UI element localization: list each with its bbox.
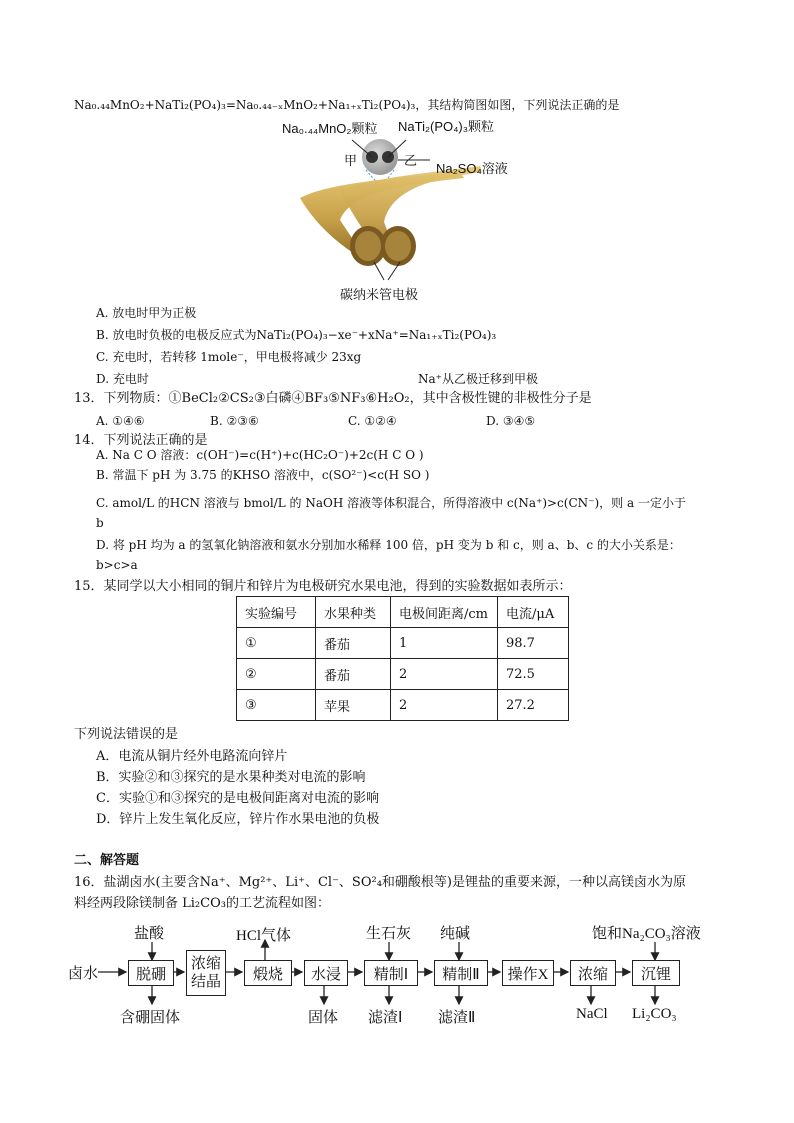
q14-option-d-line2: b>c>a: [96, 558, 138, 572]
table-cell: 27.2: [498, 690, 569, 721]
q15-option-a: A．电流从铜片经外电路流向锌片: [96, 749, 288, 764]
q13-option-a: A. ①④⑥: [96, 414, 145, 428]
q14-option-b: B. 常温下 pH 为 3.75 的KHSO 溶液中，c(SO²⁻)<c(H SO ): [96, 468, 430, 482]
jia-particle-label: Na₀.₄₄MnO₂颗粒: [282, 121, 378, 136]
flow-bottom-residue-2: 滤渣Ⅱ: [438, 1010, 476, 1026]
flow-box-deboron: 脱硼: [128, 960, 174, 986]
flow-bottom-residue-1: 滤渣Ⅰ: [368, 1010, 403, 1026]
q15-data-table: [236, 596, 569, 721]
solution-label: Na₂SO₄溶液: [436, 161, 508, 176]
q13-option-b: B. ②③⑥: [210, 414, 259, 428]
section-title: 二、解答题: [74, 853, 140, 868]
table-row: [237, 628, 569, 659]
table-header-row: [237, 597, 569, 628]
process-flow-diagram: [68, 920, 728, 1030]
flow-bottom-solid: 固体: [308, 1010, 339, 1026]
q12-option-d: D. 充电时: [96, 372, 149, 386]
flow-box-refine-1: 精制Ⅰ: [364, 960, 418, 986]
flow-top-na2co3-solution: 饱和Na₂CO₃溶液: [592, 926, 701, 942]
flow-box-concentrate-crystallize: 浓缩结晶: [186, 950, 226, 996]
table-header-cell: 水果种类: [316, 597, 391, 628]
flow-box-concentrate: 浓缩: [570, 960, 616, 986]
flow-top-hcl-gas: HCl气体: [236, 928, 292, 944]
table-cell: 番茄: [316, 628, 391, 659]
q12-option-a: A. 放电时甲为正极: [96, 306, 197, 320]
q16-stem-line1: 16．盐湖卤水(主要含Na⁺、Mg²⁺、Li⁺、Cl⁻、SO²₄和硼酸根等)是锂盐的重要来源，一种以高镁卤水为原: [74, 875, 686, 890]
flow-bottom-li2co3: Li₂CO₃: [632, 1006, 677, 1022]
q14-stem: 14．下列说法正确的是: [74, 433, 208, 448]
battery-figure: [280, 112, 550, 312]
jia-label: 甲: [344, 153, 358, 168]
yi-particle-label: NaTi₂(PO₄)₃颗粒: [398, 119, 495, 134]
q14-option-d-line1: D. 将 pH 均为 a 的氢氧化钠溶液和氨水分别加水稀释 100 倍，pH 变为 b 和 c，则 a、b、c 的大小关系是：: [96, 538, 681, 552]
flow-bottom-boron-solid: 含硼固体: [120, 1010, 181, 1026]
q15-followup: 下列说法错误的是: [74, 727, 179, 742]
flow-box-water-leach: 水浸: [304, 960, 348, 986]
table-cell: ②: [237, 659, 316, 690]
flow-box-refine-2: 精制Ⅱ: [434, 960, 488, 986]
q12-option-c: C. 充电时，若转移 1mole⁻，甲电极将减少 23xg: [96, 350, 362, 364]
flow-box-operation-x: 操作X: [502, 960, 554, 986]
q12-option-b: B. 放电时负极的电极反应式为NaTi₂(PO₄)₃−xe⁻+xNa⁺=Na₁₊ₓTi₂(PO₄)₃: [96, 328, 497, 342]
q12-equation: Na₀.₄₄MnO₂+NaTi₂(PO₄)₃=Na₀.₄₄₋ₓMnO₂+Na₁₊ₓTi₂(PO₄)₃，其结构简图如图，下列说法正确的是: [74, 98, 620, 112]
table-row: [237, 659, 569, 690]
electrode-label: 碳纳米管电极: [340, 287, 419, 302]
table-cell: 72.5: [498, 659, 569, 690]
yi-label: 乙: [404, 153, 418, 168]
q14-option-a: A. Na C O 溶液：c(OH⁻)=c(H⁺)+c(HC₂O⁻)+2c(H C O ): [96, 448, 424, 462]
table-cell: 苹果: [316, 690, 391, 721]
table-cell: 2: [391, 659, 498, 690]
q12-option-d-tail: Na⁺从乙极迁移到甲极: [418, 372, 538, 386]
table-header-cell: 电流/μA: [498, 597, 569, 628]
flow-box-calcine: 煅烧: [244, 960, 292, 986]
q16-stem-line2: 料经两段除镁制备 Li₂CO₃的工艺流程如图：: [74, 896, 330, 911]
q13-stem: 13．下列物质：①BeCl₂②CS₂③白磷④BF₃⑤NF₃⑥H₂O₂，其中含极性键的非极性分子是: [74, 391, 592, 406]
table-header-cell: 电极间距离/cm: [391, 597, 498, 628]
flow-top-quicklime: 生石灰: [366, 926, 412, 942]
flow-bottom-nacl: NaCl: [576, 1006, 608, 1022]
flow-top-soda-ash: 纯碱: [440, 926, 471, 942]
table-cell: 2: [391, 690, 498, 721]
q13-option-c: C. ①②④: [348, 414, 397, 428]
table-cell: ③: [237, 690, 316, 721]
table-header-cell: 实验编号: [237, 597, 316, 628]
carbon-nanotube-illustration: [280, 112, 550, 312]
q15-stem: 15．某同学以大小相同的铜片和锌片为电极研究水果电池，得到的实验数据如表所示：: [74, 579, 572, 594]
q15-option-d: D．锌片上发生氧化反应，锌片作水果电池的负极: [96, 812, 380, 827]
table-cell: 1: [391, 628, 498, 659]
table-cell: 番茄: [316, 659, 391, 690]
flow-box-precipitate-lithium: 沉锂: [632, 960, 680, 986]
q13-option-d: D. ③④⑤: [486, 414, 536, 428]
flow-input-label: 卤水: [68, 966, 99, 982]
table-cell: ①: [237, 628, 316, 659]
q14-option-c-line2: b: [96, 516, 104, 530]
q15-option-b: B．实验②和③探究的是水果种类对电流的影响: [96, 770, 366, 785]
table-row: [237, 690, 569, 721]
q15-option-c: C．实验①和③探究的是电极间距离对电流的影响: [96, 791, 379, 806]
q14-option-c-line1: C. amol/L 的HCN 溶液与 bmol/L 的 NaOH 溶液等体积混合，所得溶液中 c(Na⁺)>c(CN⁻)，则 a 一定小于: [96, 496, 686, 510]
table-cell: 98.7: [498, 628, 569, 659]
flow-top-hcl-acid: 盐酸: [134, 926, 165, 942]
